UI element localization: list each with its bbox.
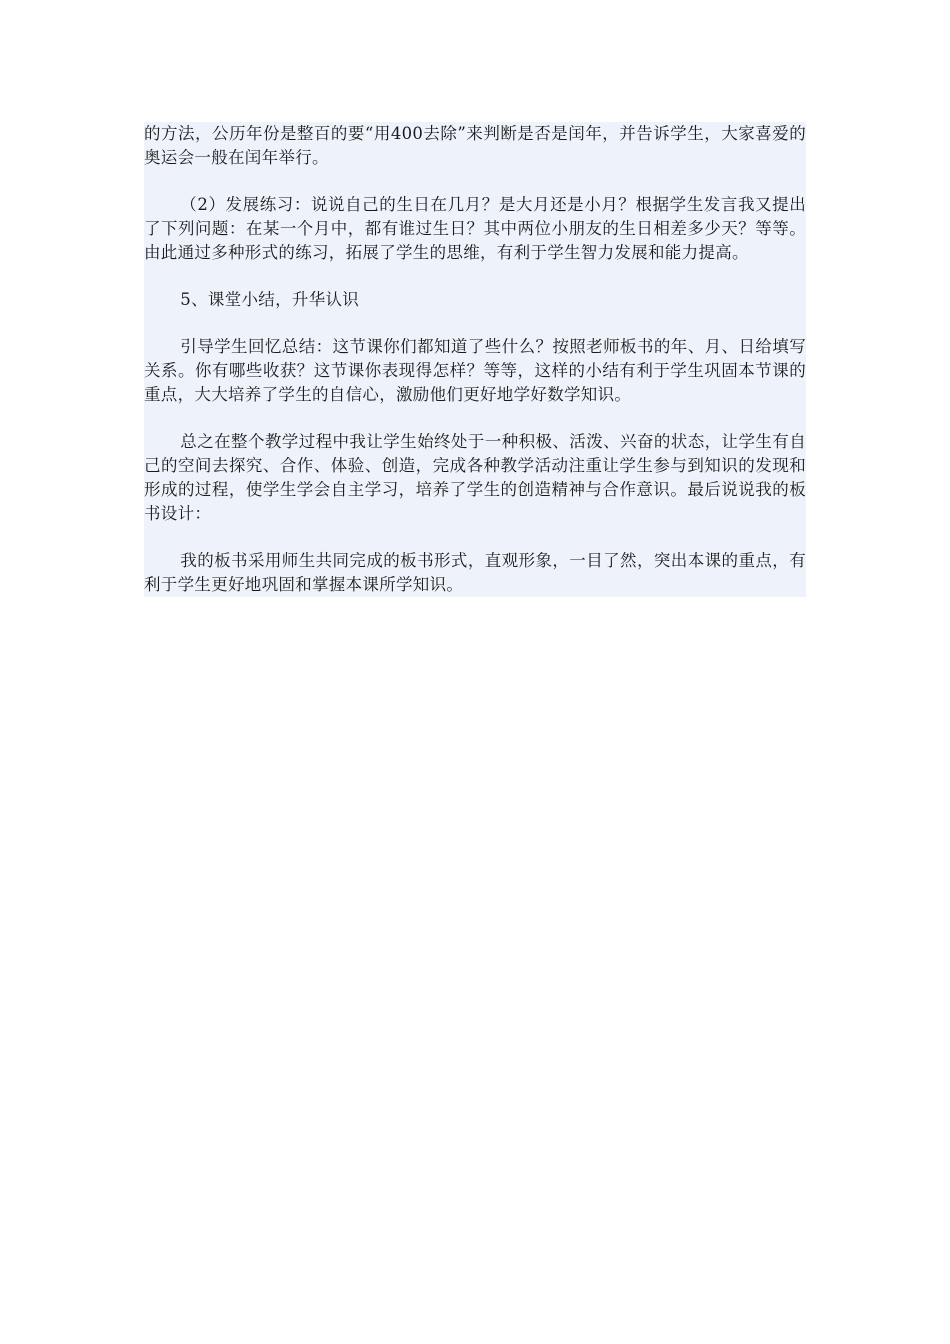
document-body: [144, 122, 806, 597]
paragraph-development-practice: （2）发展练习：说说自己的生日在几月？是大月还是小月？根据学生发言我又提出了下列问题：在某一个月中，都有谁过生日？其中两位小朋友的生日相差多少天？等等。由此通过多种形式的练习，拓展了学生的思维，有利于学生智力发展和能力提高。: [144, 195, 806, 262]
paragraph-overall-process: 总之在整个教学过程中我让学生始终处于一种积极、活泼、兴奋的状态，让学生有自己的空间去探究、合作、体验、创造，完成各种教学活动注重让学生参与到知识的发现和形成的过程，使学生学会自主学习，培养了学生的创造精神与合作意识。最后说说我的板书设计：: [144, 432, 806, 523]
section-heading-class-summary: 5、课堂小结，升华认识: [180, 290, 360, 309]
paragraph-summary-guidance: 引导学生回忆总结：这节课你们都知道了些什么？按照老师板书的年、月、日给填写关系。你有哪些收获？这节课你表现得怎样？等等，这样的小结有利于学生巩固本节课的重点，大大培养了学生的自信心，激励他们更好地学好数学知识。: [144, 337, 806, 404]
paragraph-leap-year-method: 的方法，公历年份是整百的要“用400去除”来判断是否是闰年，并告诉学生，大家喜爱的奥运会一般在闰年举行。: [144, 124, 806, 167]
paragraph-blackboard-design: 我的板书采用师生共同完成的板书形式，直观形象，一目了然，突出本课的重点，有利于学生更好地巩固和掌握本课所学知识。: [144, 551, 806, 594]
